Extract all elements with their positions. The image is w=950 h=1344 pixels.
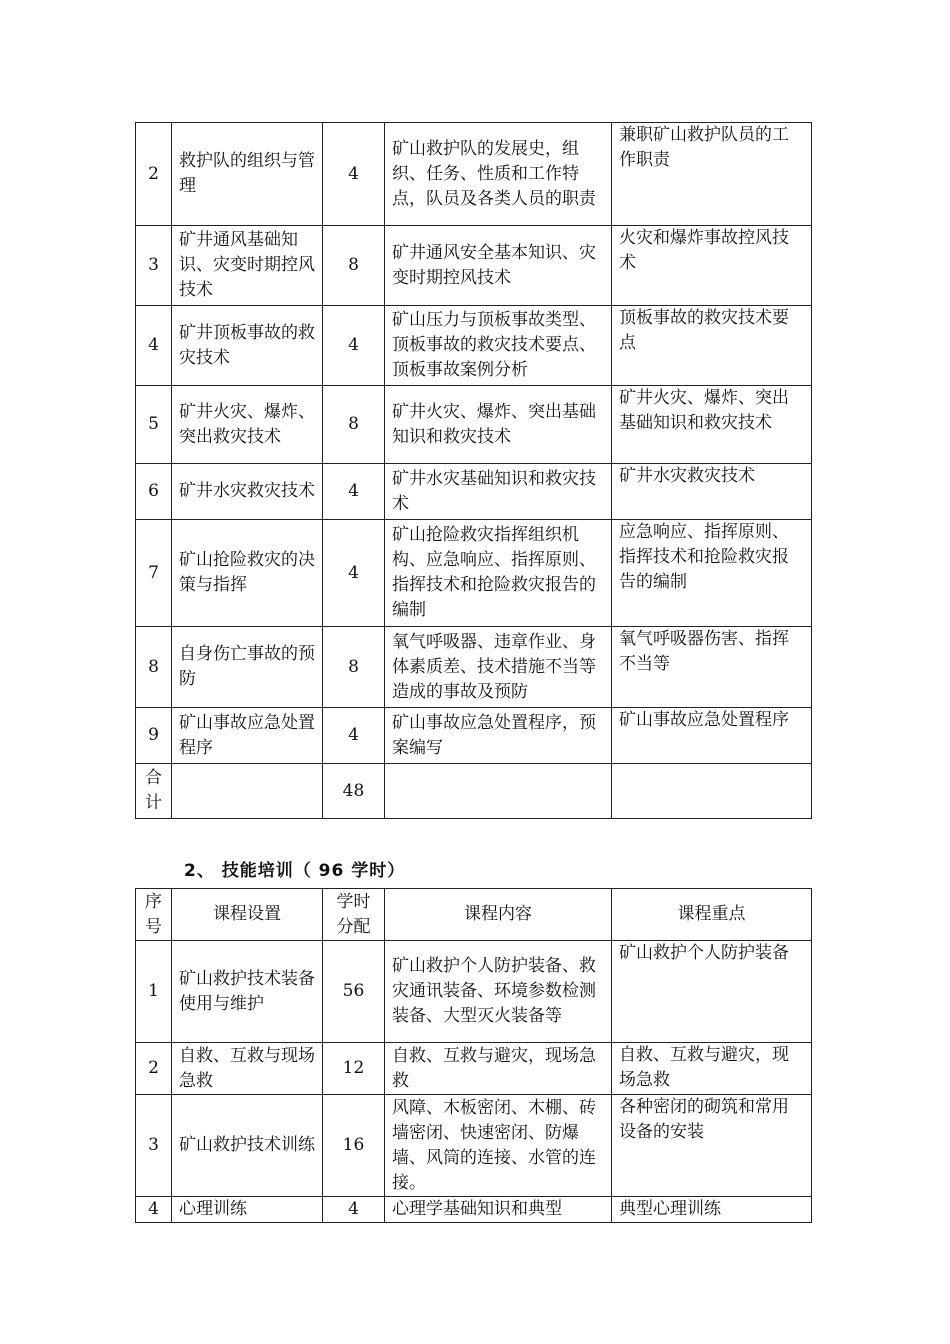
course-focus: 自救、互救与避灾，现场急救 [612,1043,812,1095]
course-focus: 矿山事故应急处置程序 [612,708,812,764]
course-content: 自救、互救与避灾，现场急救 [385,1043,612,1095]
course-content: 风障、木板密闭、木棚、砖墙密闭、快速密闭、防爆墙、风筒的连接、水管的连接。 [385,1095,612,1197]
row-number: 5 [136,386,172,464]
course-content: 矿山事故应急处置程序，预案编写 [385,708,612,764]
empty-cell [612,764,812,819]
course-setting: 矿井顶板事故的救灾技术 [172,306,323,386]
empty-cell [385,764,612,819]
course-setting: 矿山抢险救灾的决策与指挥 [172,520,323,627]
header-hours: 学时分配 [323,889,385,941]
row-number: 3 [136,1095,172,1197]
table-row [136,386,812,464]
course-setting: 矿山救护技术训练 [172,1095,323,1197]
table-header-row [136,889,812,941]
theory-course-table [135,122,812,819]
table-row [136,1043,812,1095]
course-content: 心理学基础知识和典型 [385,1197,612,1223]
course-focus: 氧气呼吸器伤害、指挥不当等 [612,627,812,708]
empty-cell [172,764,323,819]
table-row [136,1095,812,1197]
course-hours: 4 [323,1197,385,1223]
course-content: 矿井火灾、爆炸、突出基础知识和救灾技术 [385,386,612,464]
course-focus: 各种密闭的砌筑和常用设备的安装 [612,1095,812,1197]
course-content: 矿山救护个人防护装备、救灾通讯装备、环境参数检测装备、大型灭火装备等 [385,941,612,1043]
course-setting: 矿井水灾救灾技术 [172,464,323,520]
course-setting: 矿山事故应急处置程序 [172,708,323,764]
course-hours: 4 [323,306,385,386]
total-hours: 48 [323,764,385,819]
course-focus: 应急响应、指挥原则、指挥技术和抢险救灾报告的编制 [612,520,812,627]
course-hours: 4 [323,464,385,520]
course-focus: 典型心理训练 [612,1197,812,1223]
table-row [136,226,812,306]
course-hours: 12 [323,1043,385,1095]
course-setting: 自身伤亡事故的预防 [172,627,323,708]
course-hours: 4 [323,520,385,627]
section-heading: 2、 技能培训（ 96 学时） [184,861,406,881]
course-setting: 矿山救护技术装备使用与维护 [172,941,323,1043]
course-hours: 4 [323,708,385,764]
row-number: 1 [136,941,172,1043]
row-number: 4 [136,1197,172,1223]
course-hours: 8 [323,627,385,708]
row-number: 2 [136,1043,172,1095]
course-focus: 矿井水灾救灾技术 [612,464,812,520]
course-hours: 4 [323,123,385,226]
skill-course-table [135,888,812,1223]
course-content: 矿井水灾基础知识和救灾技术 [385,464,612,520]
table-row [136,1197,812,1223]
course-focus: 顶板事故的救灾技术要点 [612,306,812,386]
total-row [136,764,812,819]
row-number: 8 [136,627,172,708]
course-setting: 救护队的组织与管理 [172,123,323,226]
course-content: 矿山抢险救灾指挥组织机构、应急响应、指挥原则、指挥技术和抢险救灾报告的编制 [385,520,612,627]
table-row [136,941,812,1043]
course-setting: 矿井火灾、爆炸、突出救灾技术 [172,386,323,464]
row-number: 2 [136,123,172,226]
course-content: 矿井通风安全基本知识、灾变时期控风技术 [385,226,612,306]
course-focus: 矿山救护个人防护装备 [612,941,812,1043]
table-row [136,306,812,386]
header-no: 序号 [136,889,172,941]
header-focus: 课程重点 [612,889,812,941]
table-row [136,464,812,520]
table-row [136,123,812,226]
row-number: 9 [136,708,172,764]
course-hours: 16 [323,1095,385,1197]
row-number: 3 [136,226,172,306]
header-content: 课程内容 [385,889,612,941]
course-hours: 56 [323,941,385,1043]
course-hours: 8 [323,226,385,306]
row-number: 6 [136,464,172,520]
total-label: 合计 [136,764,172,819]
course-hours: 8 [323,386,385,464]
course-focus: 矿井火灾、爆炸、突出基础知识和救灾技术 [612,386,812,464]
course-content: 矿山压力与顶板事故类型、顶板事故的救灾技术要点、顶板事故案例分析 [385,306,612,386]
course-content: 氧气呼吸器、违章作业、身体素质差、技术措施不当等造成的事故及预防 [385,627,612,708]
table-row [136,520,812,627]
table-row [136,627,812,708]
course-focus: 兼职矿山救护队员的工作职责 [612,123,812,226]
course-content: 矿山救护队的发展史，组织、任务、性质和工作特点，队员及各类人员的职责 [385,123,612,226]
row-number: 7 [136,520,172,627]
course-setting: 心理训练 [172,1197,323,1223]
course-setting: 自救、互救与现场急救 [172,1043,323,1095]
course-setting: 矿井通风基础知识、灾变时期控风技术 [172,226,323,306]
table-row [136,708,812,764]
course-focus: 火灾和爆炸事故控风技术 [612,226,812,306]
row-number: 4 [136,306,172,386]
header-setting: 课程设置 [172,889,323,941]
